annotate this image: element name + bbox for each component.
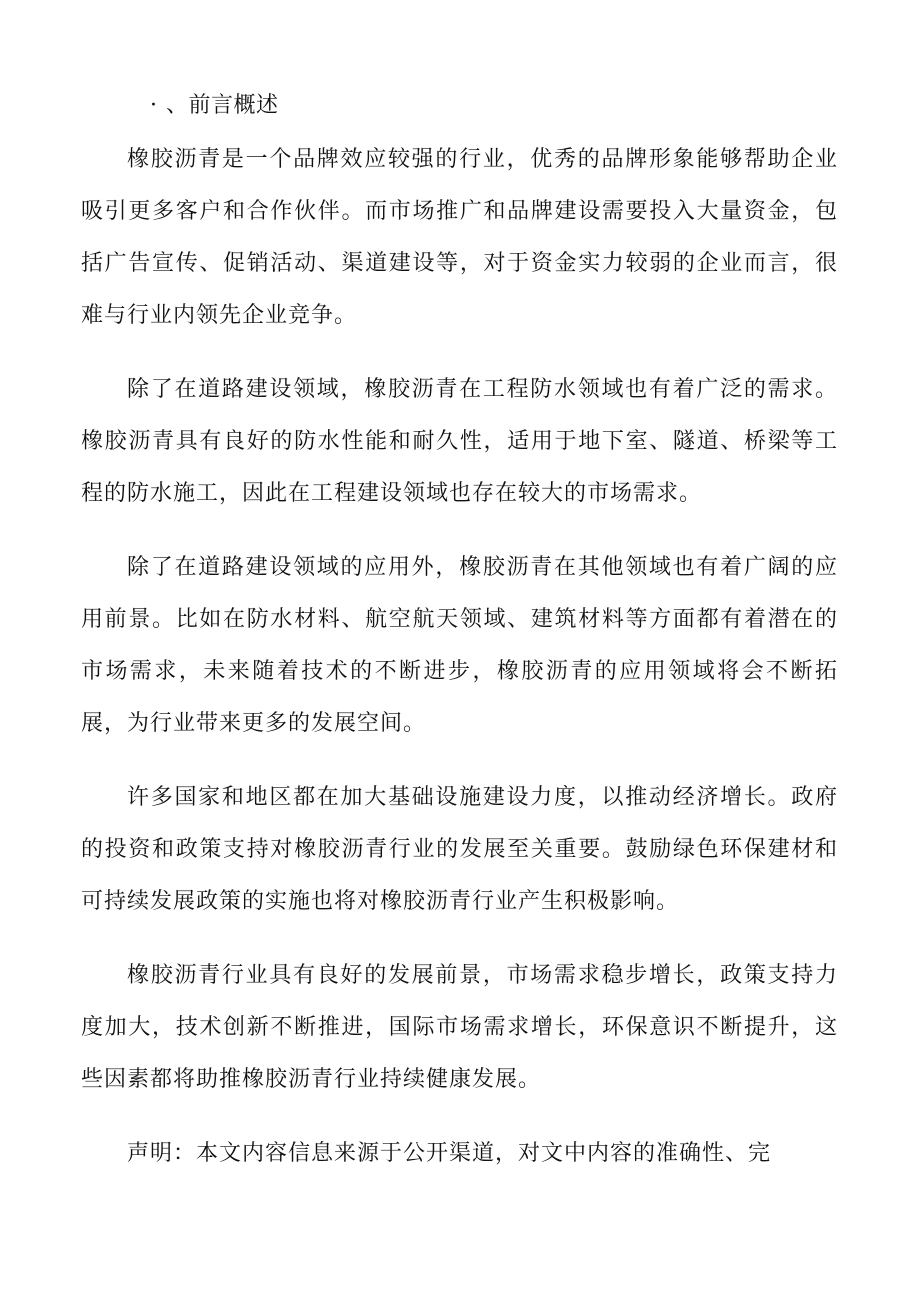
bullet-marker: · bbox=[150, 93, 158, 118]
body-text bbox=[81, 134, 838, 1202]
paragraph-outlook: 橡胶沥青行业具有良好的发展前景，市场需求稳步增长，政策支持力度加大，技术创新不断推进，国际市场需求增长，环保意识不断提升，这些因素都将助推橡胶沥青行业持续健康发展。 bbox=[81, 963, 838, 1092]
section-heading bbox=[150, 88, 279, 124]
paragraph-policy-support: 许多国家和地区都在加大基础设施建设力度，以推动经济增长。政府的投资和政策支持对橡胶沥青行业的发展至关重要。鼓励绿色环保建材和可持续发展政策的实施也将对橡胶沥青行业产生积极影响。 bbox=[81, 785, 838, 914]
paragraph-brand-effect: 橡胶沥青是一个品牌效应较强的行业，优秀的品牌形象能够帮助企业吸引更多客户和合作伙伴。而市场推广和品牌建设需要投入大量资金，包括广告宣传、促销活动、渠道建设等，对于资金实力较弱的企业而言，很难与行业内领先企业竞争。 bbox=[81, 147, 838, 328]
section-title: 、前言概述 bbox=[166, 93, 279, 118]
paragraph-other-applications: 除了在道路建设领域的应用外，橡胶沥青在其他领域也有着广阔的应用前景。比如在防水材料、航空航天领域、建筑材料等方面都有着潜在的市场需求，未来随着技术的不断进步，橡胶沥青的应用领域将会不断拓展，为行业带来更多的发展空间。 bbox=[81, 555, 838, 736]
paragraph-disclaimer: 声明：本文内容信息来源于公开渠道，对文中内容的准确性、完 bbox=[127, 1141, 772, 1166]
paragraph-waterproofing-demand: 除了在道路建设领域，橡胶沥青在工程防水领域也有着广泛的需求。橡胶沥青具有良好的防水性能和耐久性，适用于地下室、隧道、桥梁等工程的防水施工，因此在工程建设领域也存在较大的市场需求。 bbox=[81, 377, 838, 506]
